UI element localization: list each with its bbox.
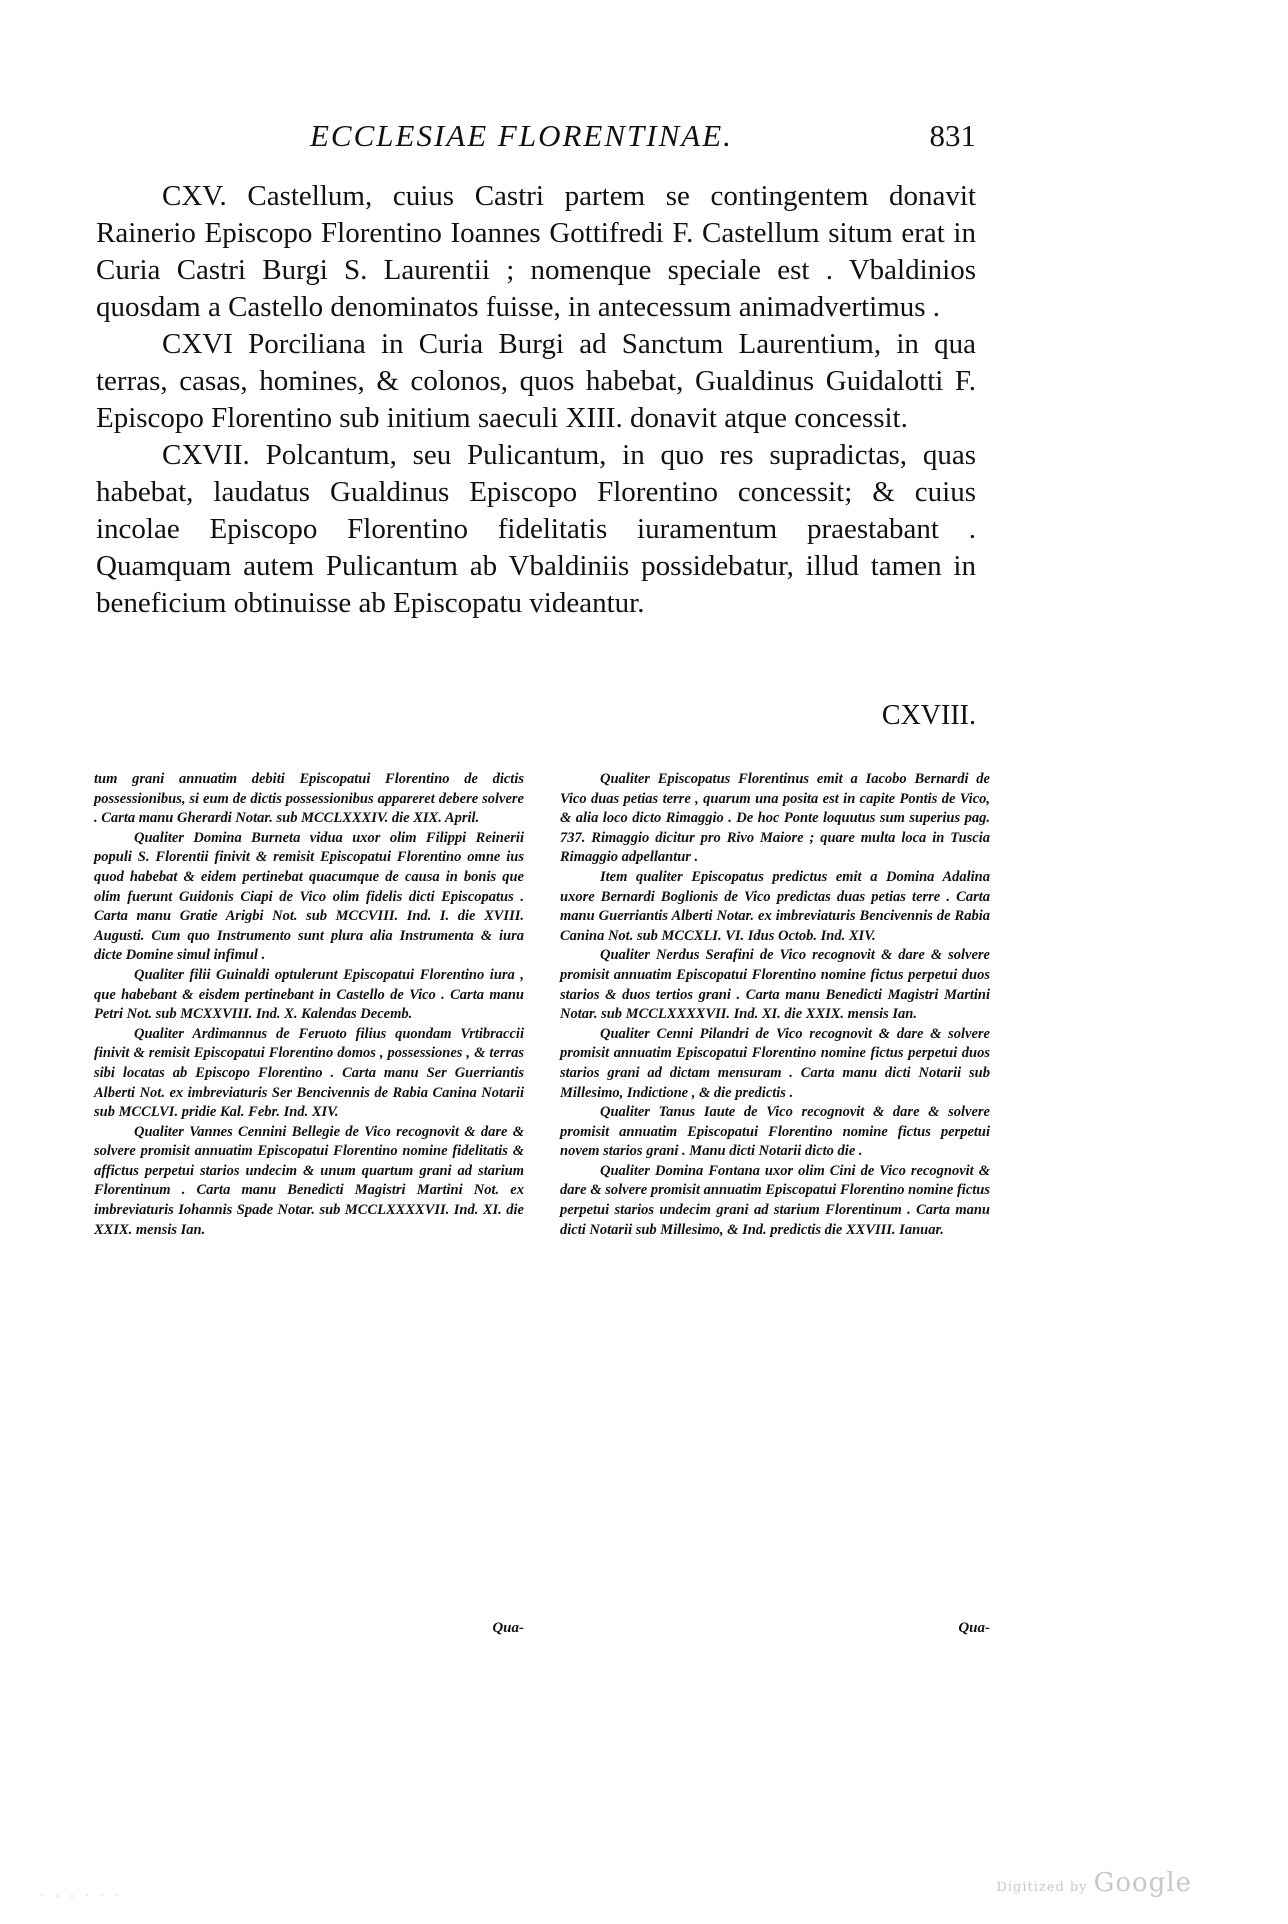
note-paragraph: Qualiter Domina Burneta vidua uxor olim Filippi Reinerii populi S. Florentii finivit & remisit Episcopatui Florentino omne ius quod habebat & eidem pertinebat quacumque de causa in bonis que olim fuerunt Guidonis Ciapi de Vico olim fidelis dicti Episcopatus . Carta manu Gratie Arigbi Not. sub MCCVIII. Ind. I. die XVIII. Augusti. Cum quo Instrumento sunt plura alia Instrumenta & iura dicte Domine simul infimul . bbox=[94, 829, 524, 964]
google-watermark bbox=[996, 1868, 1192, 1898]
watermark-brand: Google bbox=[1093, 1868, 1192, 1898]
main-catchword: CXVIII. bbox=[881, 700, 976, 731]
note-paragraph: Qualiter Domina Fontana uxor olim Cini de Vico recognovit & dare & solvere promisit annuatim Episcopatui Florentino nomine fictus perpetui starios undecim grani ad starium Florentinum . Carta manu dicti Notarii sub Millesimo, & Ind. predictis die XXVIII. Ianuar. bbox=[560, 1162, 990, 1238]
watermark-prefix: Digitized by bbox=[996, 1880, 1088, 1895]
notes-left-column bbox=[94, 770, 524, 1240]
note-paragraph: Item qualiter Episcopatus predictus emit a Domina Adalina uxore Bernardi Boglionis de Vico predictas duas petias terre . Carta manu Guerriantis Alberti Notar. ex imbreviaturis Bencivennis de Rabia Canina Not. sub MCCXLI. VI. Idus Octob. Ind. XIV. bbox=[560, 868, 990, 944]
note-paragraph: Qualiter filii Guinaldi optulerunt Episcopatui Florentino iura , que habebant & eisdem pertinebant in Castello de Vico . Carta manu Petri Not. sub MCXXVIII. Ind. X. Kalendas Decemb. bbox=[94, 966, 524, 1023]
notes-right-catchword: Qua- bbox=[958, 1620, 990, 1636]
note-paragraph: Qualiter Vannes Cennini Bellegie de Vico recognovit & dare & solvere promisit annuatim Episcopatui Florentino nomine fidelitatis & affictus perpetui starios undecim & unum quartum grani ad starium Florentinum . Carta manu Benedicti Magistri Martini Not. ex imbreviaturis Iohannis Spade Notar. sub MCCLXXXXVII. Ind. XI. die XXIX. mensis Ian. bbox=[94, 1123, 524, 1238]
page-number: 831 bbox=[929, 118, 976, 153]
page-header bbox=[96, 118, 976, 158]
notes-right-column bbox=[560, 770, 990, 1240]
notes-left-catchword: Qua- bbox=[492, 1620, 524, 1636]
paragraph-cxv: CXV. Castellum, cuius Castri partem se contingentem donavit Rainerio Episcopo Florentino Ioannes Gottifredi F. Castellum situm erat in Curia Castri Burgi S. Laurentii ; nomenque speciale est . Vbaldinios quosdam a Castello denominatos fuisse, in antecessum animadvertimus . bbox=[96, 180, 976, 323]
paragraph-cxvii: CXVII. Polcantum, seu Pulicantum, in quo res supradictas, quas habebat, laudatus Gualdinus Episcopo Florentino concessit; & cuius incolae Episcopo Florentino fidelitatis iuramentum praestabant . Quamquam autem Pulicantum ab Vbaldiniis possidebatur, illud tamen in beneficium obtinuisse ab Episcopatu videantur. bbox=[96, 439, 976, 619]
paragraph-cxvi: CXVI Porciliana in Curia Burgi ad Sanctum Laurentium, in qua terras, casas, homines, & colonos, quos habebat, Gualdinus Guidalotti F. Episcopo Florentino sub initium saeculi XIII. donavit atque concessit. bbox=[96, 328, 976, 434]
note-paragraph: Qualiter Episcopatus Florentinus emit a Iacobo Bernardi de Vico duas petias terre , quarum una posita est in capite Pontis de Vico, & alia loco dicto Rimaggio . De hoc Ponte loquutus sum superius pag. 737. Rimaggio dicitur pro Rivo Maiore ; quare multa loca in Tuscia Rimaggio adpellantur . bbox=[560, 771, 990, 866]
note-paragraph: tum grani annuatim debiti Episcopatui Florentino de dictis possessionibus, si eum de dictis possessionibus appareret debere solvere . Carta manu Gherardi Notar. sub MCCLXXXIV. die XIX. April. bbox=[94, 771, 524, 827]
note-paragraph: Qualiter Cenni Pilandri de Vico recognovit & dare & solvere promisit annuatim Episcopatui Florentino nomine fictus perpetui duos starios grani ad dictam mensuram . Carta manu dicti Notarii sub Millesimo, Indictione , & die predictis . bbox=[560, 1025, 990, 1101]
scan-specks: · - - · · · bbox=[40, 1888, 123, 1902]
main-text bbox=[96, 178, 976, 622]
note-paragraph: Qualiter Tanus Iaute de Vico recognovit & dare & solvere promisit annuatim Episcopatui Florentino nomine fictus perpetui novem starios grani . Manu dicti Notarii dicto die . bbox=[560, 1104, 990, 1160]
note-paragraph: Qualiter Nerdus Serafini de Vico recognovit & dare & solvere promisit annuatim Episcopatui Florentino nomine fictus perpetui duos starios & duos tertios grani . Carta manu Benedicti Magistri Martini Notar. sub MCCLXXXXVII. Ind. XI. die XXIX. mensis Ian. bbox=[560, 947, 990, 1023]
note-paragraph: Qualiter Ardimannus de Feruoto filius quondam Vrtibraccii finivit & remisit Episcopatui Florentino domos , possessiones , & terras sibi locatas ab Episcopo Florentino . Carta manu Ser Guerriantis Alberti Not. ex imbreviaturis Ser Bencivennis de Rabia Canina Notarii sub MCCLVI. pridie Kal. Febr. Ind. XIV. bbox=[94, 1025, 524, 1121]
running-title: ECCLESIAE FLORENTINAE. bbox=[310, 118, 733, 153]
